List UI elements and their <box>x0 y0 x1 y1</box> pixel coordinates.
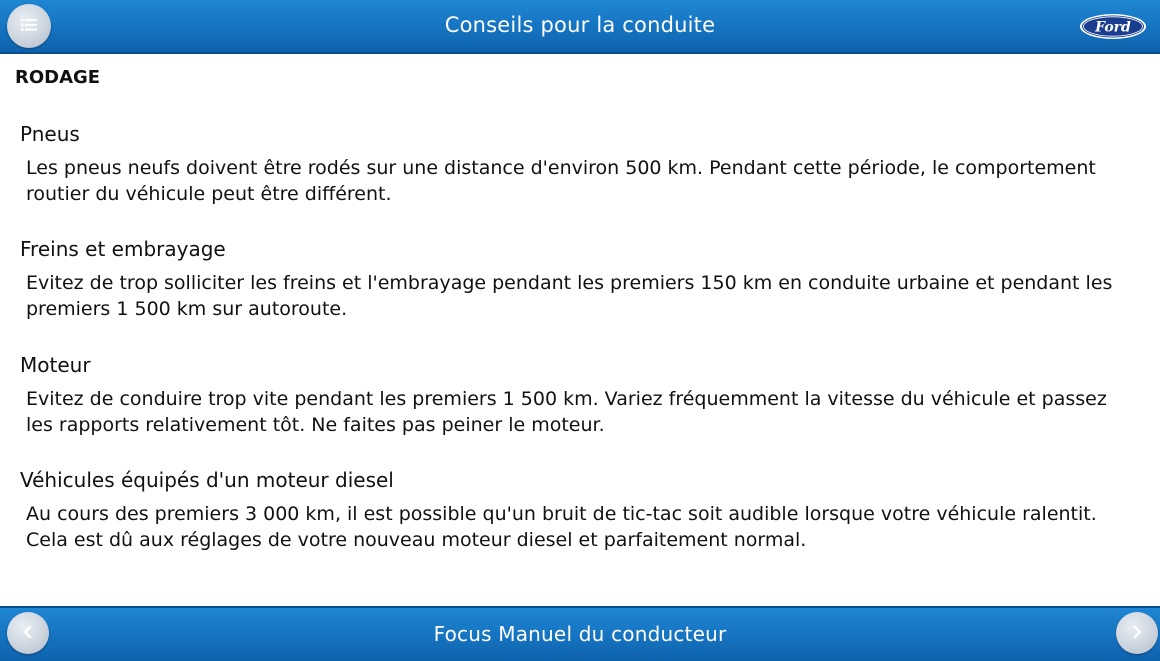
manual-content <box>0 56 1160 604</box>
section-title: RODAGE <box>15 67 101 88</box>
next-page-button[interactable] <box>1116 612 1158 654</box>
ford-logo <box>1079 13 1147 40</box>
chevron-right-icon <box>1131 624 1143 643</box>
manual-title: Focus Manuel du conducteur <box>433 622 727 646</box>
topic-heading: Moteur <box>20 353 91 377</box>
page-title: Conseils pour la conduite <box>444 13 716 37</box>
topic-body: Evitez de conduire trop vite pendant les premiers 1 500 km. Variez fréquemment la vitesse du véhicule et passez les rapports relativement tôt. Ne faites pas peiner le moteur. <box>26 388 1107 436</box>
topic-heading: Freins et embrayage <box>20 237 226 261</box>
ford-logo-text: Ford <box>1095 19 1131 36</box>
topic-body: Au cours des premiers 3 000 km, il est possible qu'un bruit de tic-tac soit audible lorsque votre véhicule ralentit. Cela est dû aux réglages de votre nouveau moteur diesel et parfaitement normal. <box>26 503 1097 551</box>
bottom-bar <box>0 606 1160 661</box>
topic-heading: Pneus <box>20 122 80 146</box>
top-bar <box>0 0 1160 54</box>
topic-heading: Véhicules équipés d'un moteur diesel <box>20 468 394 492</box>
topic-body: Evitez de trop solliciter les freins et l'embrayage pendant les premiers 150 km en conduite urbaine et pendant les premiers 1 500 km sur autoroute. <box>26 272 1113 320</box>
topic-body: Les pneus neufs doivent être rodés sur une distance d'environ 500 km. Pendant cette période, le comportement routier du véhicule peut être différent. <box>26 157 1096 205</box>
